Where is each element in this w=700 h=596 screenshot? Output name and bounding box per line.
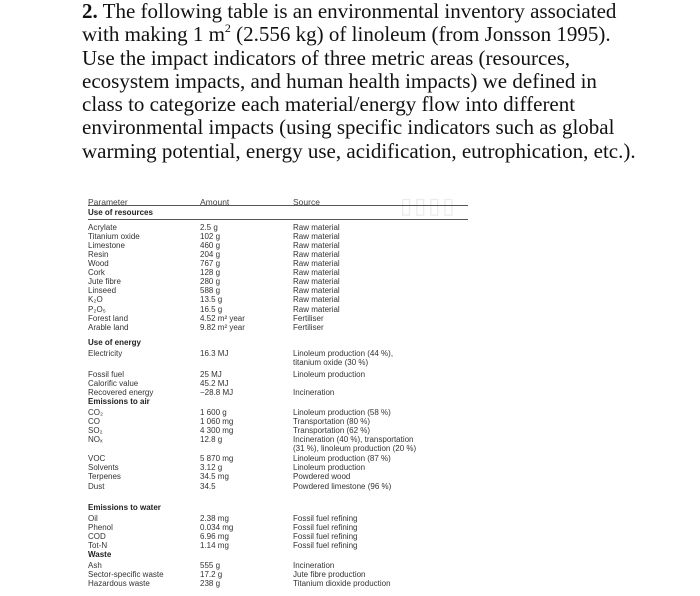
section-title: Use of energy [88,338,141,347]
cell-source: Raw material [293,232,340,242]
section-title-row [88,338,468,348]
cell-source: titanium oxide (30 %) [293,358,369,368]
cell-parameter: Linseed [88,286,117,296]
cell-amount: 34.5 mg [200,472,229,482]
cell-amount: 555 g [200,561,221,571]
cell-parameter: Resin [88,250,109,260]
cell-source: Jute fibre production [293,570,366,580]
cell-parameter: Jute fibre [88,277,121,287]
cell-parameter: Tot-N [88,541,108,551]
cell-source: Raw material [293,259,340,269]
cell-amount: 238 g [200,579,221,589]
cell-amount: 588 g [200,286,221,296]
cell-source: Raw material [293,304,340,314]
question-number: 2. [82,0,98,23]
cell-source: Linoleum production (44 %), [293,349,394,359]
section-title-row [88,503,468,513]
cell-parameter: Wood [88,259,109,269]
table-row [88,482,468,492]
cell-source: Linoleum production [293,463,366,473]
section-title: Emissions to air [88,397,150,406]
cell-parameter: Acrylate [88,223,117,233]
cell-amount: 45.2 MJ [200,379,229,389]
section-title: Use of resources [88,208,153,217]
cell-parameter: Forest land [88,313,129,323]
cell-source: Raw material [293,250,340,260]
cell-amount: 34.5 [200,481,216,491]
section-title-row [88,550,468,560]
section-title: Waste [88,550,112,559]
cell-parameter: Terpenes [88,472,121,482]
header-source: Source [293,197,320,207]
cell-parameter: VOC [88,454,106,464]
cell-parameter: Titanium oxide [88,232,140,242]
cell-amount: 16.3 MJ [200,349,229,359]
cell-amount: 25 MJ [200,370,222,380]
cell-amount: 0.034 mg [200,523,234,533]
cell-amount: 4.52 m² year [200,313,245,323]
cell-parameter: Solvents [88,463,119,473]
cell-source: Linoleum production (87 %) [293,454,391,464]
cell-source: Raw material [293,277,340,287]
table-row [88,444,468,454]
cell-amount: 102 g [200,232,221,242]
section-title-row [88,208,468,218]
cell-source: Incineration (40 %), transportation [293,435,414,445]
cell-amount: 6.96 mg [200,532,229,542]
cell-source: Powdered wood [293,472,351,482]
cell-amount: 9.82 m² year [200,322,245,332]
cell-source: Transportation (62 %) [293,426,371,436]
cell-source: (31 %), linoleum production (20 %) [293,444,417,454]
cell-parameter: Cork [88,268,105,278]
cell-parameter: Recovered energy [88,388,154,398]
cell-amount: 128 g [200,268,221,278]
cell-parameter: SO₂ [88,426,103,436]
cell-amount: 3.12 g [200,463,223,473]
table-row [88,358,468,368]
cell-parameter: P₂O₅ [88,304,106,314]
inventory-table [88,197,468,593]
cell-amount: 12.8 g [200,435,223,445]
cell-amount: 2.38 mg [200,514,229,524]
cell-parameter: K₂O [88,295,103,305]
cell-parameter: Sector-specific waste [88,570,164,580]
header-rule [88,205,468,206]
cell-source: Fossil fuel refining [293,532,358,542]
cell-source: Fertiliser [293,313,324,323]
cell-amount: 5 870 mg [200,454,234,464]
cell-source: Raw material [293,241,340,251]
cell-source: Linoleum production (58 %) [293,408,391,418]
cell-amount: 1 600 g [200,408,227,418]
cell-amount: 17.2 g [200,570,223,580]
cell-parameter: Dust [88,481,105,491]
section-rule [88,219,468,220]
cell-parameter: Hazardous waste [88,579,150,589]
question-text [82,0,642,163]
cell-amount: 4 300 mg [200,426,234,436]
cell-source: Titanium dioxide production [293,579,391,589]
cell-source: Incineration [293,561,335,571]
cell-parameter: Phenol [88,523,113,533]
cell-source: Raw material [293,295,340,305]
cell-amount: −28.8 MJ [200,388,234,398]
cell-source: Fossil fuel refining [293,523,358,533]
cell-source: Raw material [293,286,340,296]
cell-source: Raw material [293,268,340,278]
cell-amount: 460 g [200,241,221,251]
cell-amount: 13.5 g [200,295,223,305]
cell-source: Powdered limestone (96 %) [293,481,392,491]
question-body-1: The following table is an environmental inventory associated with making 1 m [82,0,617,47]
cell-parameter: Arable land [88,322,129,332]
cell-parameter: Ash [88,561,102,571]
question-superscript: 2 [224,21,231,36]
cell-amount: 1.14 mg [200,541,229,551]
cell-parameter: Calorific value [88,379,139,389]
cell-amount: 204 g [200,250,221,260]
cell-source: Fertiliser [293,322,324,332]
cell-source: Raw material [293,223,340,233]
table-row [88,579,468,589]
cell-source: Fossil fuel refining [293,541,358,551]
watermark-ghost: ▯▯▯▯ [400,193,457,218]
cell-parameter: Fossil fuel [88,370,125,380]
cell-parameter: Electricity [88,349,123,359]
cell-amount: 16.5 g [200,304,223,314]
header-amount: Amount [200,197,230,207]
cell-parameter: Limestone [88,241,125,251]
cell-amount: 767 g [200,259,221,269]
cell-amount: 2.5 g [200,223,218,233]
cell-amount: 1 060 mg [200,417,234,427]
cell-parameter: CO₂ [88,408,104,418]
cell-parameter: NOₓ [88,435,103,445]
question-body-2: (2.556 kg) of linoleum (from Jonsson 1995). Use the impact indicators of three metric areas (resources, ecosystem impacts, and human health impacts) we defined in class to categorize each material/energy flow into different environmental impacts (using specific indicators such as global warming potential, energy use, acidification, eutrophication, etc.). [82,22,636,163]
cell-parameter: Oil [88,514,98,524]
table-row [88,323,468,333]
cell-source: Transportation (80 %) [293,417,371,427]
section-title-row [88,397,468,407]
cell-parameter: CO [88,417,100,427]
section-title: Emissions to water [88,503,161,512]
cell-source: Linoleum production [293,370,366,380]
cell-parameter: COD [88,532,106,542]
cell-source: Fossil fuel refining [293,514,358,524]
cell-source: Incineration [293,388,335,398]
header-parameter: Parameter [88,197,128,207]
cell-amount: 280 g [200,277,221,287]
